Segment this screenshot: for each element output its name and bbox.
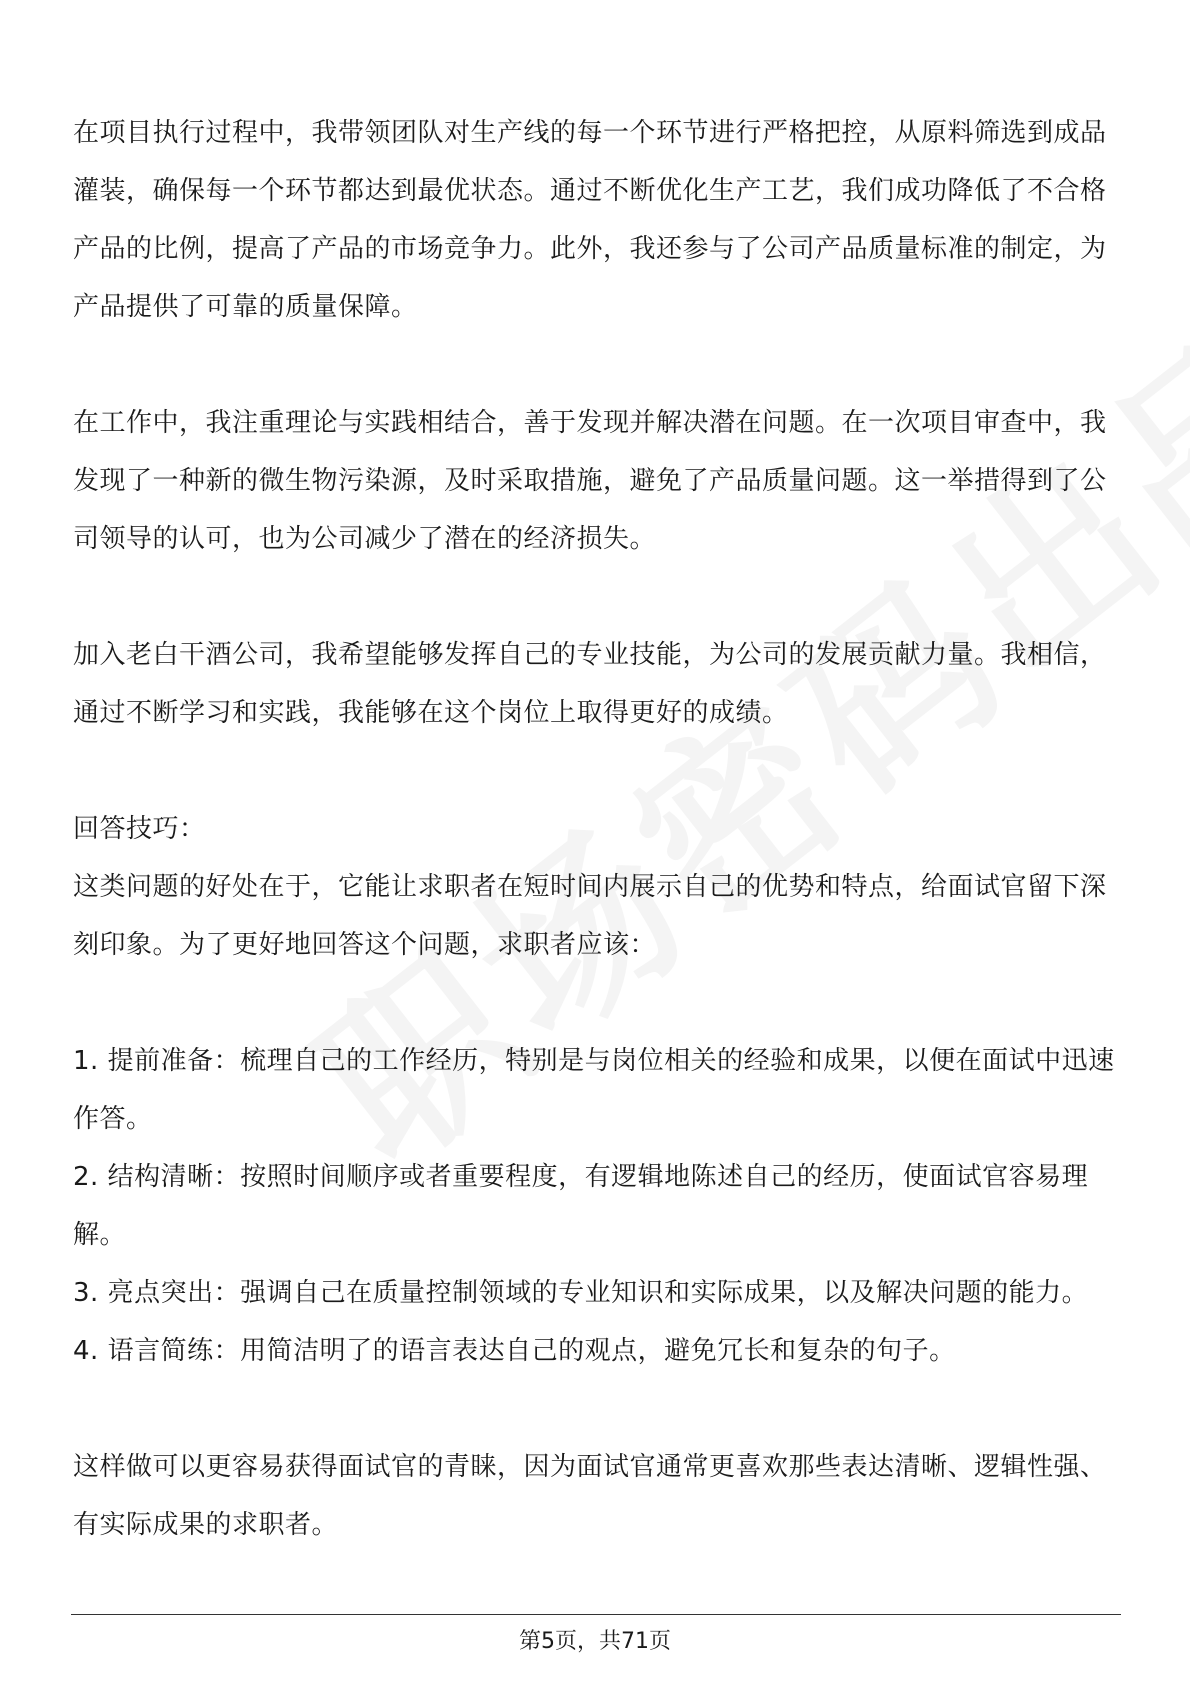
paragraph-conclusion: 这样做可以更容易获得面试官的青睐，因为面试官通常更喜欢那些表达清晰、逻辑性强、有实际成果的求职者。 <box>73 1452 1107 1540</box>
paragraph-spacer <box>73 336 1119 394</box>
page-number: 第5页，共71页 <box>519 1629 671 1654</box>
paragraph-spacer <box>73 568 1119 626</box>
document-body <box>73 104 1119 1554</box>
paragraph-motivation: 加入老白干酒公司，我希望能够发挥自己的专业技能，为公司的发展贡献力量。我相信，通过不断学习和实践，我能够在这个岗位上取得更好的成绩。 <box>73 640 1107 728</box>
tips-intro: 这类问题的好处在于，它能让求职者在短时间内展示自己的优势和特点，给面试官留下深刻印象。为了更好地回答这个问题，求职者应该： <box>73 872 1107 960</box>
paragraph-work-approach: 在工作中，我注重理论与实践相结合，善于发现并解决潜在问题。在一次项目审查中，我发现了一种新的微生物污染源，及时采取措施，避免了产品质量问题。这一举措得到了公司领导的认可，也为公司减少了潜在的经济损失。 <box>73 408 1107 554</box>
tip-item-4: 4. 语言简练：用简洁明了的语言表达自己的观点，避免冗长和复杂的句子。 <box>73 1336 956 1366</box>
footer-divider <box>71 1614 1121 1615</box>
paragraph-project-execution: 在项目执行过程中，我带领团队对生产线的每一个环节进行严格把控，从原料筛选到成品灌装，确保每一个环节都达到最优状态。通过不断优化生产工艺，我们成功降低了不合格产品的比例，提高了产品的市场竞争力。此外，我还参与了公司产品质量标准的制定，为产品提供了可靠的质量保障。 <box>73 118 1107 322</box>
paragraph-spacer <box>73 974 1119 1032</box>
paragraph-spacer <box>73 1380 1119 1438</box>
tip-item-2: 2. 结构清晰：按照时间顺序或者重要程度，有逻辑地陈述自己的经历，使面试官容易理解。 <box>73 1162 1089 1250</box>
tip-item-3: 3. 亮点突出：强调自己在质量控制领域的专业知识和实际成果，以及解决问题的能力。 <box>73 1278 1089 1308</box>
paragraph-spacer <box>73 742 1119 800</box>
tip-item-1: 1. 提前准备：梳理自己的工作经历，特别是与岗位相关的经验和成果，以便在面试中迅速作答。 <box>73 1046 1115 1134</box>
tips-heading: 回答技巧： <box>73 814 206 844</box>
